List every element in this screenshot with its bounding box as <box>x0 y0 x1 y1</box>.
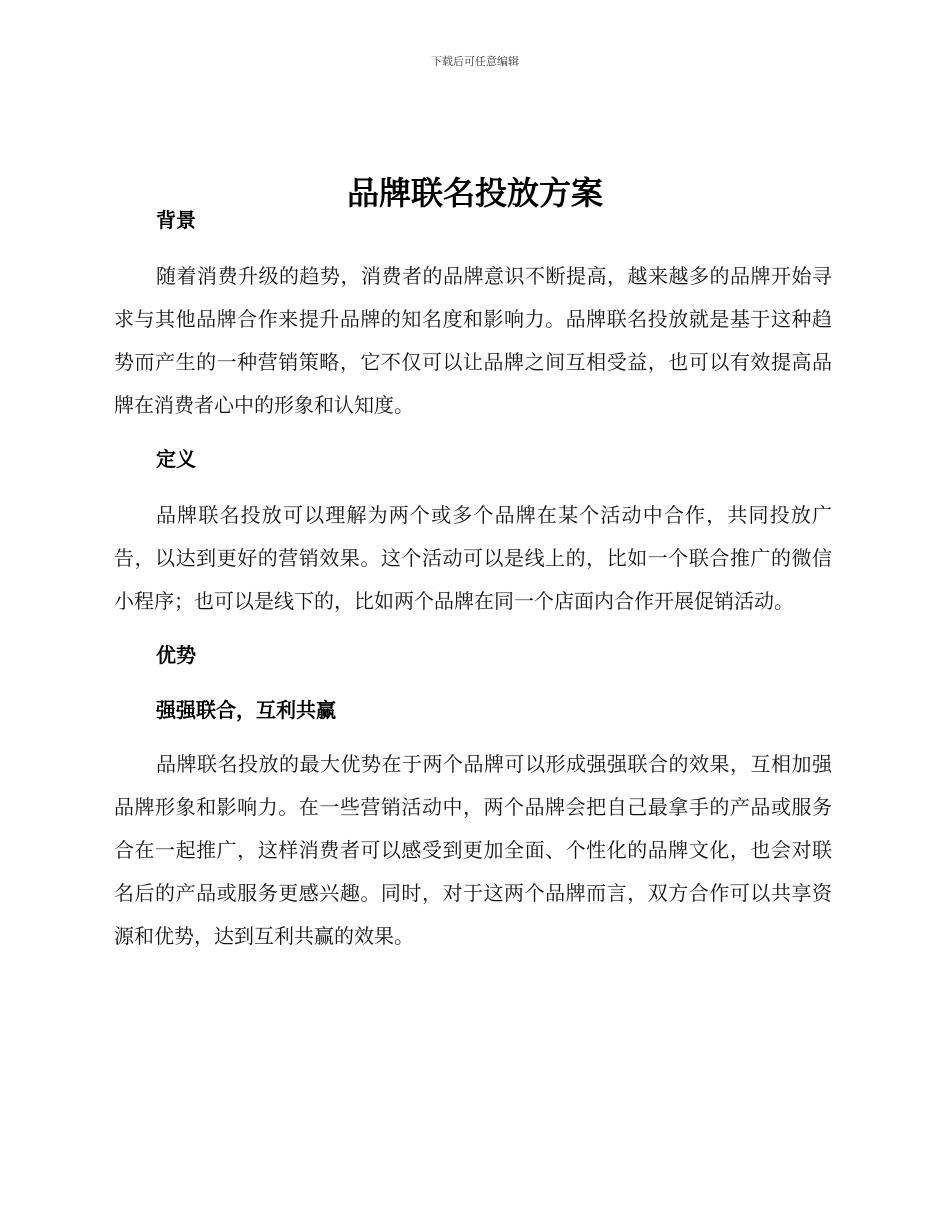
section-paragraph-advantages: 品牌联名投放的最大优势在于两个品牌可以形成强强联合的效果，互相加强品牌形象和影响力。在一些营销活动中，两个品牌会把自己最拿手的产品或服务合在一起推广，这样消费者可以感受到更加全面、个性化的品牌文化，也会对联名后的产品或服务更感兴趣。同时，对于这两个品牌而言，双方合作可以共享资源和优势，达到互利共赢的效果。 <box>114 752 832 948</box>
section-paragraph-background: 随着消费升级的趋势，消费者的品牌意识不断提高，越来越多的品牌开始寻求与其他品牌合作来提升品牌的知名度和影响力。品牌联名投放就是基于这种趋势而产生的一种营销策略，它不仅可以让品牌之间互相受益，也可以有效提高品牌在消费者心中的形象和认知度。 <box>114 264 832 417</box>
section-heading-definition: 定义 <box>156 447 196 471</box>
subsection-heading-win-win: 强强联合，互利共赢 <box>156 698 336 722</box>
section-heading-background: 背景 <box>156 208 196 232</box>
section-heading-advantages: 优势 <box>156 643 196 667</box>
document-body <box>114 200 832 958</box>
header-note: 下载后可任意编辑 <box>431 55 519 68</box>
document-title: 品牌联名投放方案 <box>346 174 603 213</box>
section-paragraph-definition: 品牌联名投放可以理解为两个或多个品牌在某个活动中合作，共同投放广告，以达到更好的营销效果。这个活动可以是线上的，比如一个联合推广的微信小程序；也可以是线下的，比如两个品牌在同一个店面内合作开展促销活动。 <box>114 503 832 613</box>
